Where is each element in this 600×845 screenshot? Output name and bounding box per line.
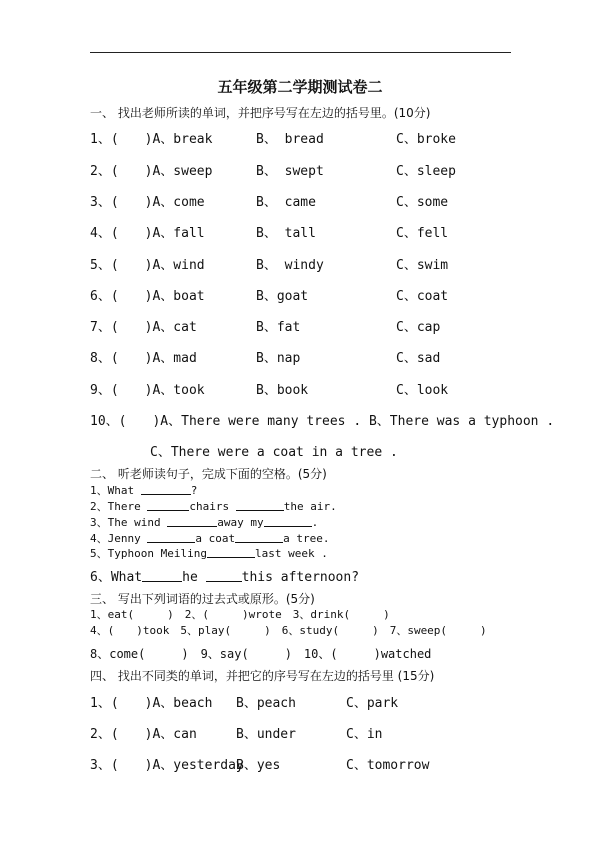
- option-b: B、under: [236, 727, 296, 742]
- section3-heading: 三、 写出下列词语的过去式或原形。(5分): [90, 592, 315, 606]
- option-c: C、sad: [396, 351, 441, 366]
- s1-item-10-line1: 10、( )A、There were many trees . B、There was a typhoon .: [90, 414, 555, 429]
- answer-blank[interactable]: [206, 569, 242, 582]
- answer-blank[interactable]: [141, 482, 191, 495]
- option-b: B、 windy: [256, 258, 324, 273]
- s2-sentence-2: [90, 498, 337, 514]
- text: the air.: [283, 500, 337, 513]
- option-c: C、park: [346, 696, 399, 711]
- option-c: C、broke: [396, 132, 456, 147]
- text: a coat: [195, 532, 236, 545]
- item-num: 1、( )A、break: [90, 132, 213, 147]
- s2-sentence-3: [90, 514, 318, 530]
- section4-heading: 四、 找出不同类的单词，并把它的序号写在左边的括号里 (15分): [90, 669, 435, 683]
- s3-line-1: 1、eat( ) 2、( )wrote 3、drink( ): [90, 608, 390, 621]
- option-c: C、coat: [396, 289, 449, 304]
- text: 3、The wind: [90, 516, 168, 529]
- answer-blank[interactable]: [264, 514, 312, 527]
- answer-blank[interactable]: [207, 545, 255, 558]
- item-num: 8、( )A、mad: [90, 351, 197, 366]
- option-b: B、 swept: [256, 164, 324, 179]
- answer-blank[interactable]: [167, 514, 217, 527]
- item-num: 1、( )A、beach: [90, 696, 213, 711]
- text: 1、What: [90, 484, 141, 497]
- option-b: B、nap: [256, 351, 301, 366]
- page-title: 五年级第二学期测试卷二: [217, 78, 383, 96]
- section1-heading: 一、 找出老师所读的单词，并把序号写在左边的括号里。(10分): [90, 106, 431, 120]
- option-b: B、fat: [256, 320, 301, 335]
- option-c: C、in: [346, 727, 383, 742]
- answer-blank[interactable]: [235, 530, 283, 543]
- option-c: C、look: [396, 383, 449, 398]
- option-c: C、swim: [396, 258, 449, 273]
- s3-line-3: 8、come( ) 9、say( ) 10、( )watched: [90, 647, 432, 661]
- option-b: B、 came: [256, 195, 316, 210]
- option-b: B、yes: [236, 758, 281, 773]
- text: 6、What: [90, 570, 143, 585]
- text: this afternoon?: [241, 570, 360, 585]
- answer-blank[interactable]: [142, 569, 182, 582]
- text: he: [182, 570, 206, 585]
- option-b: B、 bread: [256, 132, 324, 147]
- item-num: 2、( )A、can: [90, 727, 197, 742]
- text: last week .: [254, 547, 328, 560]
- text: a tree.: [283, 532, 330, 545]
- answer-blank[interactable]: [147, 498, 189, 511]
- option-b: B、book: [256, 383, 309, 398]
- s2-sentence-1: [90, 482, 197, 498]
- section2-heading: 二、 听老师读句子，完成下面的空格。(5分): [90, 467, 327, 481]
- option-c: C、tomorrow: [346, 758, 430, 773]
- option-b: B、goat: [256, 289, 309, 304]
- item-num: 5、( )A、wind: [90, 258, 205, 273]
- top-rule: [90, 52, 511, 53]
- item-num: 2、( )A、sweep: [90, 164, 213, 179]
- text: away my: [217, 516, 264, 529]
- answer-blank[interactable]: [147, 530, 195, 543]
- option-b: B、peach: [236, 696, 296, 711]
- s3-line-2: 4、( )took 5、play( ) 6、study( ) 7、sweep( ): [90, 624, 487, 637]
- text: ?: [190, 484, 198, 497]
- s2-sentence-5: [90, 545, 328, 561]
- item-num: 4、( )A、fall: [90, 226, 205, 241]
- option-c: C、fell: [396, 226, 449, 241]
- option-c: C、sleep: [396, 164, 456, 179]
- item-num: 7、( )A、cat: [90, 320, 197, 335]
- s1-item-10-line2: C、There were a coat in a tree .: [150, 445, 398, 460]
- item-num: 3、( )A、yesterday: [90, 758, 244, 773]
- item-num: 6、( )A、boat: [90, 289, 205, 304]
- item-num: 9、( )A、took: [90, 383, 205, 398]
- text: 5、Typhoon Meiling: [90, 547, 207, 560]
- option-b: B、 tall: [256, 226, 316, 241]
- text: 4、Jenny: [90, 532, 148, 545]
- answer-blank[interactable]: [236, 498, 284, 511]
- option-c: C、some: [396, 195, 449, 210]
- text: .: [311, 516, 319, 529]
- option-c: C、cap: [396, 320, 441, 335]
- s2-sentence-6: [90, 566, 359, 585]
- s2-sentence-4: [90, 530, 329, 546]
- item-num: 3、( )A、come: [90, 195, 205, 210]
- text: chairs: [189, 500, 236, 513]
- text: 2、There: [90, 500, 148, 513]
